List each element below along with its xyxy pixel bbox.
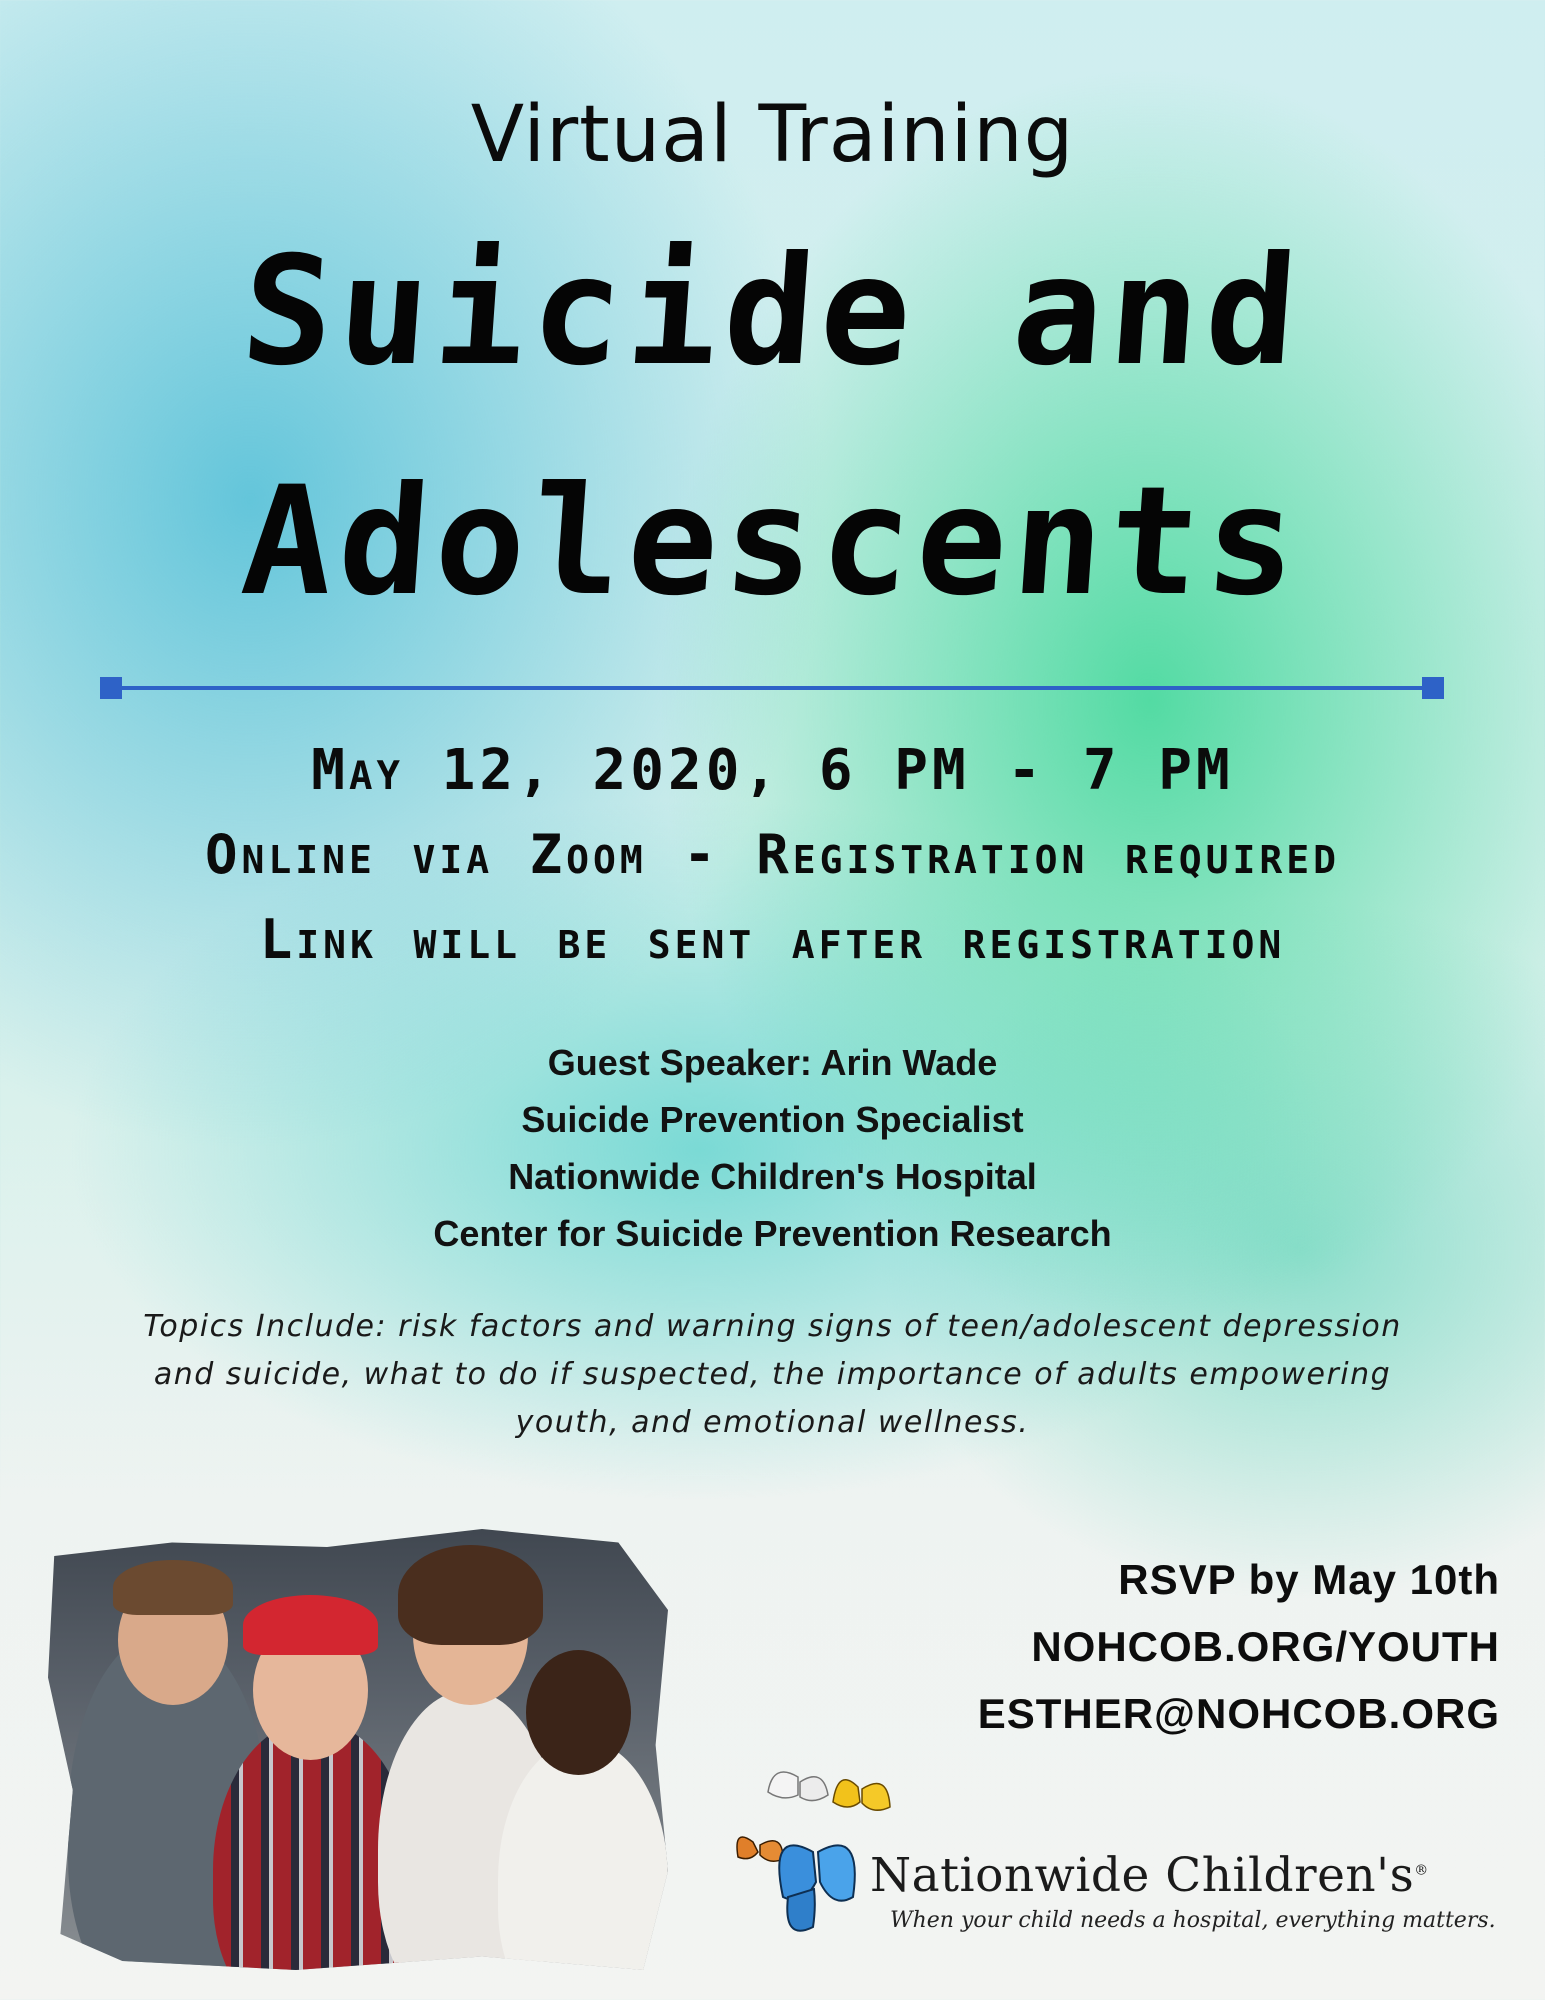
topics-line: and suicide, what to do if suspected, the importance of adults empowering	[153, 1357, 1392, 1392]
speaker-department: Center for Suicide Prevention Research	[433, 1213, 1112, 1254]
topics-line: Topics Include: risk factors and warning signs of teen/adolescent depression	[143, 1309, 1402, 1344]
red-cap	[243, 1595, 378, 1655]
teen-girl-hair	[398, 1545, 543, 1645]
butterfly-orange-icon	[737, 1837, 783, 1861]
butterfly-blue-icon	[779, 1845, 855, 1930]
topics-line: youth, and emotional wellness.	[515, 1405, 1030, 1440]
event-date-time: May 12, 2020, 6 PM - 7 PM	[311, 738, 1234, 803]
hospital-logo-tagline: When your child needs a hospital, everything matters.	[890, 1908, 1496, 1933]
teen-right-head	[526, 1650, 631, 1775]
kicker-title: Virtual Training	[470, 90, 1075, 180]
teen-left-hair	[113, 1560, 233, 1615]
divider-cap-left	[100, 677, 122, 699]
main-title-line1: Suicide and	[236, 225, 1309, 399]
divider-cap-right	[1422, 677, 1444, 699]
speaker-role: Suicide Prevention Specialist	[521, 1099, 1024, 1140]
main-title-line2: Adolescents	[236, 455, 1309, 629]
registered-mark: ®	[1414, 1862, 1429, 1879]
rsvp-email-link[interactable]: ESTHER@NOHCOB.ORG	[977, 1690, 1500, 1737]
butterfly-yellow-icon	[833, 1780, 890, 1810]
speaker-organization: Nationwide Children's Hospital	[508, 1156, 1037, 1197]
speaker-name: Guest Speaker: Arin Wade	[547, 1042, 998, 1083]
butterfly-white-icon	[768, 1772, 828, 1801]
hospital-logo-name	[870, 1848, 1429, 1903]
teens-photo	[48, 1520, 668, 1970]
title-divider	[102, 686, 1442, 690]
logo-name-text: Nationwide Children's	[870, 1848, 1415, 1903]
event-location: Online via Zoom - Registration required	[205, 823, 1340, 886]
topics-description	[40, 1303, 1505, 1447]
rsvp-url-link[interactable]: NOHCOB.ORG/YOUTH	[1031, 1623, 1500, 1670]
rsvp-deadline: RSVP by May 10th	[1118, 1556, 1500, 1603]
event-link-note: Link will be sent after registration	[259, 908, 1286, 971]
